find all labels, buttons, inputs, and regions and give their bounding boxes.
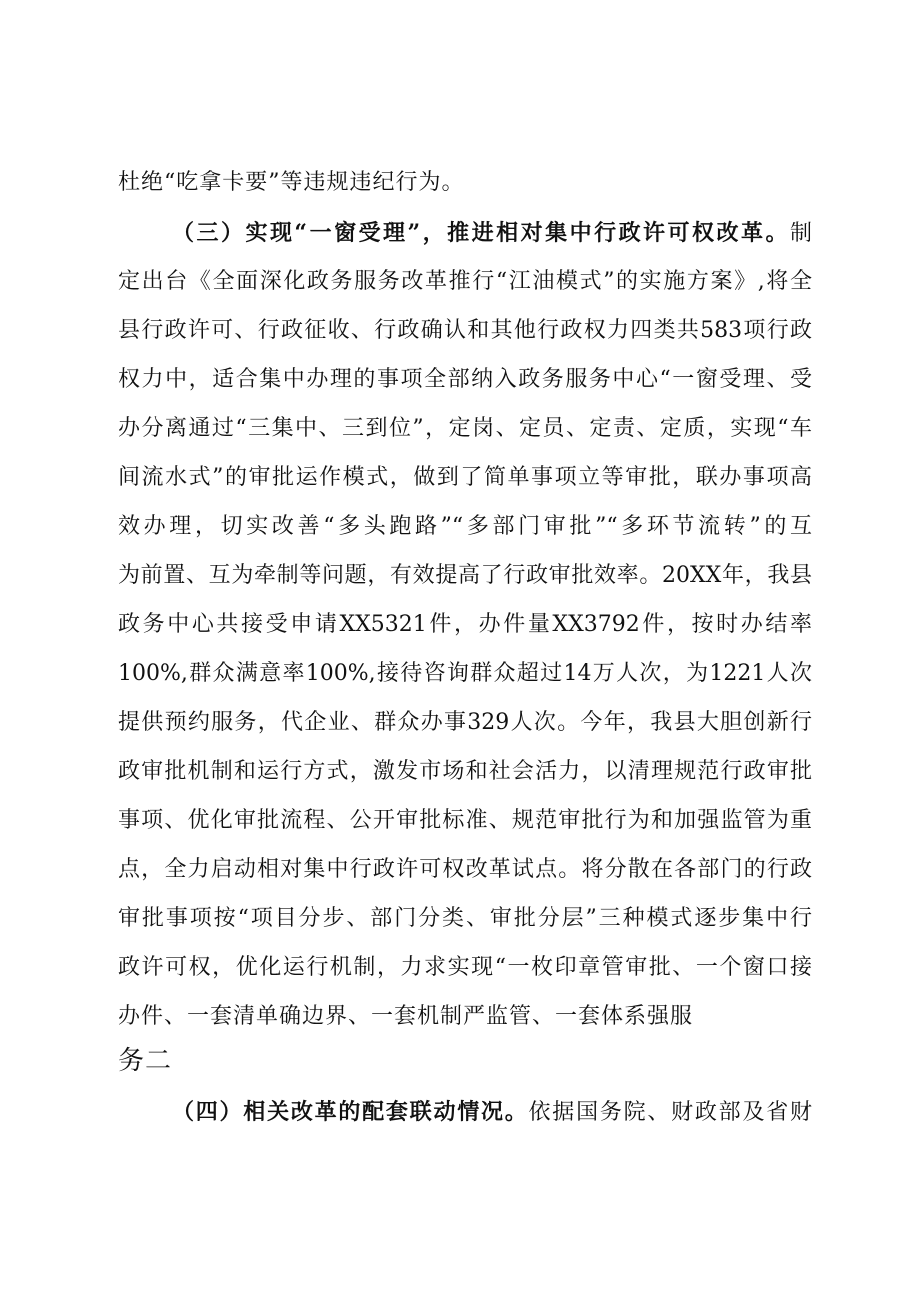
paragraph-line-2: 定出台《全面深化政务服务改革推行“江油模式”的实施方案》,将全 bbox=[118, 269, 812, 294]
paragraph-line-15: 审批事项按“项目分步、部门分类、审批分层”三种模式逐步集中行 bbox=[118, 906, 812, 931]
paragraph-line-6: 间流水式”的审批运作模式，做到了简单事项立等审批，联办事项高 bbox=[118, 465, 812, 490]
paragraph-line-13: 事项、优化审批流程、公开审批标准、规范审批行为和加强监管为重 bbox=[118, 808, 812, 833]
paragraph-line-16: 政许可权，优化运行机制，力求实现“一枚印章管审批、一个窗口接 bbox=[118, 955, 812, 980]
section-3-heading-line bbox=[172, 218, 812, 249]
paragraph-line-18: 务二 bbox=[118, 1046, 173, 1076]
section-3-heading-tail: 制 bbox=[789, 221, 812, 246]
paragraph-line-7: 效办理，切实改善“多头跑路”“多部门审批”“多环节流转”的互 bbox=[118, 514, 812, 539]
paragraph-line-14: 点，全力启动相对集中行政许可权改革试点。将分散在各部门的行政 bbox=[118, 857, 812, 882]
paragraph-line-4: 权力中，适合集中办理的事项全部纳入政务服务中心“一窗受理、受 bbox=[118, 367, 812, 392]
paragraph-line-8: 为前置、互为牵制等问题，有效提高了行政审批效率。20XX年，我县 bbox=[118, 563, 812, 588]
section-4-heading-line bbox=[172, 1097, 812, 1128]
paragraph-line-9: 政务中心共接受申请XX5321件，办件量XX3792件，按时办结率 bbox=[118, 612, 812, 637]
paragraph-line-1: 杜绝“吃拿卡要”等违规违纪行为。 bbox=[118, 170, 465, 195]
section-3-heading: （三）实现“一窗受理”，推进相对集中行政许可权改革。 bbox=[172, 220, 790, 246]
section-4-heading-tail: 依据国务院、财政部及省财 bbox=[528, 1100, 812, 1125]
paragraph-line-10: 100%,群众满意率100%,接待咨询群众超过14万人次，为1221人次 bbox=[118, 661, 812, 686]
paragraph-line-17: 办件、一套清单确边界、一套机制严监管、一套体系强服 bbox=[118, 1004, 694, 1029]
paragraph-line-11: 提供预约服务，代企业、群众办事329人次。今年，我县大胆创新行 bbox=[118, 710, 812, 735]
paragraph-line-12: 政审批机制和运行方式，激发市场和社会活力，以清理规范行政审批 bbox=[118, 759, 812, 784]
paragraph-line-3: 县行政许可、行政征收、行政确认和其他行政权力四类共583项行政 bbox=[118, 318, 812, 343]
paragraph-line-5: 办分离通过“三集中、三到位”，定岗、定员、定责、定质，实现“车 bbox=[118, 416, 812, 441]
section-4-heading: （四）相关改革的配套联动情况。 bbox=[172, 1099, 529, 1125]
